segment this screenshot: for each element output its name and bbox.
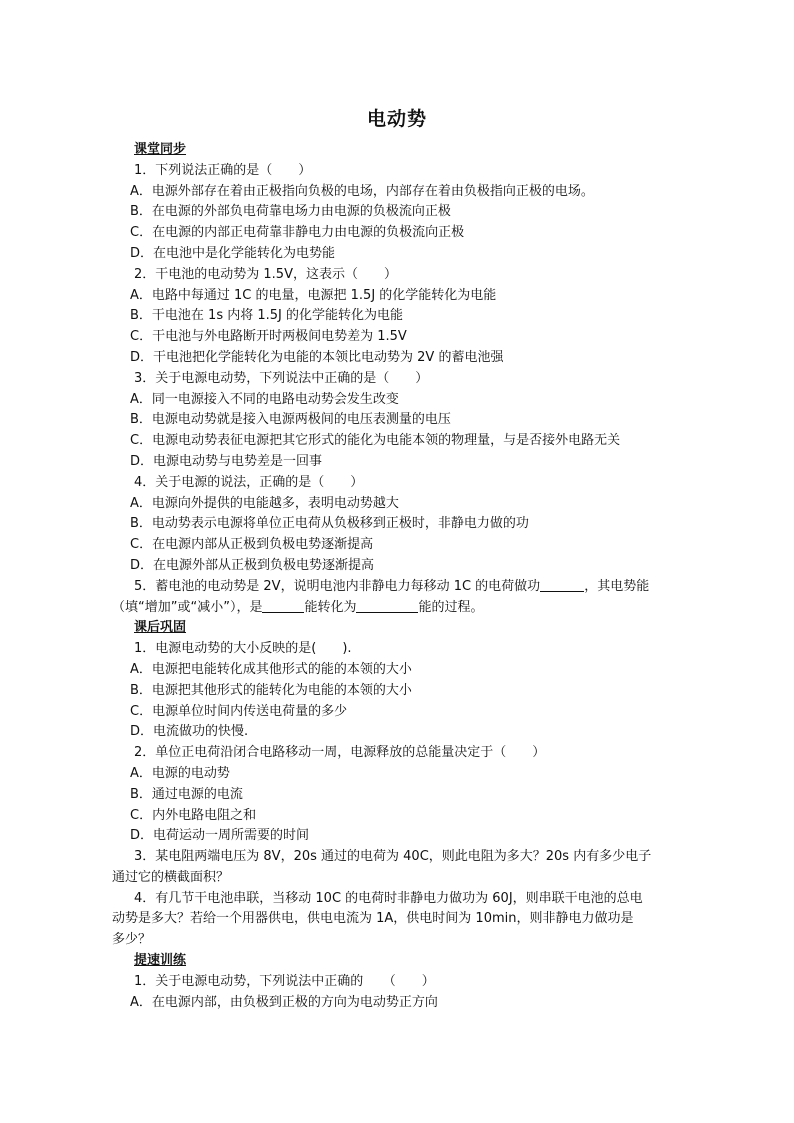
line-text: C．电源电动势表征电源把其它形式的能化为电能本领的物理量，与是否接外电路无关 (130, 433, 621, 449)
option-line (112, 348, 682, 369)
line-text: 2．单位正电荷沿闭合电路移动一周，电源释放的总能量决定于（ ） (134, 745, 546, 761)
line-text: B．电源把其他形式的能转化为电能的本领的大小 (130, 682, 412, 698)
option-line (112, 660, 682, 681)
line-text: B．电源电动势就是接入电源两极间的电压表测量的电压 (130, 412, 451, 428)
continuation-line (112, 868, 682, 889)
line-text: 1．关于电源电动势，下列说法中正确的 （ ） (134, 973, 435, 989)
page-title: 电动势 (366, 108, 427, 130)
line-text: B．在电源的外部负电荷靠电场力由电源的负极流向正极 (130, 204, 451, 220)
fill-in-blank (540, 577, 584, 592)
option-line (112, 764, 682, 785)
line-text: 3．关于电源电动势，下列说法中正确的是（ ） (134, 370, 429, 386)
question-line (112, 972, 682, 993)
line-text: ，其电势能 (584, 578, 650, 594)
option-line (112, 993, 682, 1014)
line-text: 2．干电池的电动势为 1.5V，这表示（ ） (134, 266, 397, 282)
option-line (112, 806, 682, 827)
continuation-line (112, 909, 682, 930)
continuation-line (112, 930, 682, 951)
fill-in-blank (262, 598, 304, 613)
line-text: 1．下列说法正确的是（ ） (134, 162, 312, 178)
question-line (112, 743, 682, 764)
question-line (112, 639, 682, 660)
line-text: 3．某电阻两端电压为 8V，20s 通过的电荷为 40C，则此电阻为多大？20s 内有多少电子 (134, 849, 652, 865)
option-line (112, 327, 682, 348)
document-body (112, 140, 682, 1013)
option-line (112, 431, 682, 452)
line-text: 1．电源电动势的大小反映的是( ). (134, 641, 352, 657)
option-line (112, 826, 682, 847)
line-text: 4．关于电源的说法，正确的是（ ） (134, 474, 364, 490)
option-line (112, 223, 682, 244)
line-text: B．通过电源的电流 (130, 786, 243, 802)
option-line (112, 785, 682, 806)
question-line (112, 847, 682, 868)
option-line (112, 410, 682, 431)
line-text: A．电源的电动势 (130, 765, 230, 781)
line-text: 多少？ (112, 932, 152, 948)
line-text: 4．有几节干电池串联，当移动 10C 的电荷时非静电力做功为 60J，则串联干电池的总电 (134, 890, 643, 906)
line-text: B．干电池在 1s 内将 1.5J 的化学能转化为电能 (130, 308, 404, 324)
line-text: A．在电源内部，由负极到正极的方向为电动势正方向 (130, 994, 438, 1010)
line-text: 课堂同步 (134, 142, 187, 157)
line-text: 动势是多大？若给一个用器供电，供电电流为 1A，供电时间为 10min，则非静电力做功是 (112, 911, 634, 927)
line-text: 能转化为 (304, 599, 357, 615)
line-text: 课后巩固 (134, 620, 187, 636)
option-line (112, 286, 682, 307)
option-line (112, 390, 682, 411)
option-line (112, 244, 682, 265)
question-line (112, 473, 682, 494)
section-heading (112, 618, 682, 639)
line-text: A．电源把电能转化成其他形式的能的本领的大小 (130, 661, 412, 677)
line-text: D．电荷运动一周所需要的时间 (130, 828, 310, 844)
line-text: （填“增加”或“减小”），是 (112, 599, 263, 615)
line-text: A．电路中每通过 1C 的电量，电源把 1.5J 的化学能转化为电能 (130, 287, 497, 303)
section-heading (112, 140, 682, 161)
option-line (112, 306, 682, 327)
section-heading (112, 951, 682, 972)
line-text: A．电源向外提供的电能越多，表明电动势越大 (130, 495, 399, 511)
line-text: 5．蓄电池的电动势是 2V，说明电池内非静电力每移动 1C 的电荷做功 (134, 578, 541, 594)
line-text: D．干电池把化学能转化为电能的本领比电动势为 2V 的蓄电池强 (130, 349, 504, 365)
line-text: B．电动势表示电源将单位正电荷从负极移到正极时，非静电力做的功 (130, 516, 529, 532)
option-line (112, 202, 682, 223)
line-text: 通过它的横截面积？ (112, 869, 230, 885)
option-line (112, 494, 682, 515)
line-text: C．在电源的内部正电荷靠非静电力由电源的负极流向正极 (130, 225, 465, 241)
line-text: A．电源外部存在着由正极指向负极的电场，内部存在着由负极指向正极的电场。 (130, 183, 594, 199)
line-text: D．在电源外部从正极到负极电势逐渐提高 (130, 557, 375, 573)
line-text: C．在电源内部从正极到负极电势逐渐提高 (130, 537, 374, 553)
option-line (112, 722, 682, 743)
question-line (112, 369, 682, 390)
line-text: A．同一电源接入不同的电路电动势会发生改变 (130, 391, 399, 407)
question-line (112, 889, 682, 910)
line-text: C．内外电路电阻之和 (130, 807, 257, 823)
option-line (112, 452, 682, 473)
option-line (112, 681, 682, 702)
question-line (112, 161, 682, 182)
line-text: C．干电池与外电路断开时两极间电势差为 1.5V (130, 329, 407, 345)
option-line (112, 535, 682, 556)
line-text: D．电源电动势与电势差是一回事 (130, 453, 323, 469)
line-text: D．电流做功的快慢. (130, 724, 249, 740)
option-line (112, 514, 682, 535)
question-line (112, 577, 682, 598)
question-line (112, 265, 682, 286)
line-text: D．在电池中是化学能转化为电势能 (130, 245, 336, 261)
continuation-line (112, 598, 682, 619)
line-text: 提速训练 (134, 953, 187, 969)
line-text: 能的过程。 (418, 599, 484, 615)
option-line (112, 182, 682, 203)
option-line (112, 556, 682, 577)
option-line (112, 702, 682, 723)
fill-in-blank (356, 598, 418, 613)
line-text: C．电源单位时间内传送电荷量的多少 (130, 703, 348, 719)
